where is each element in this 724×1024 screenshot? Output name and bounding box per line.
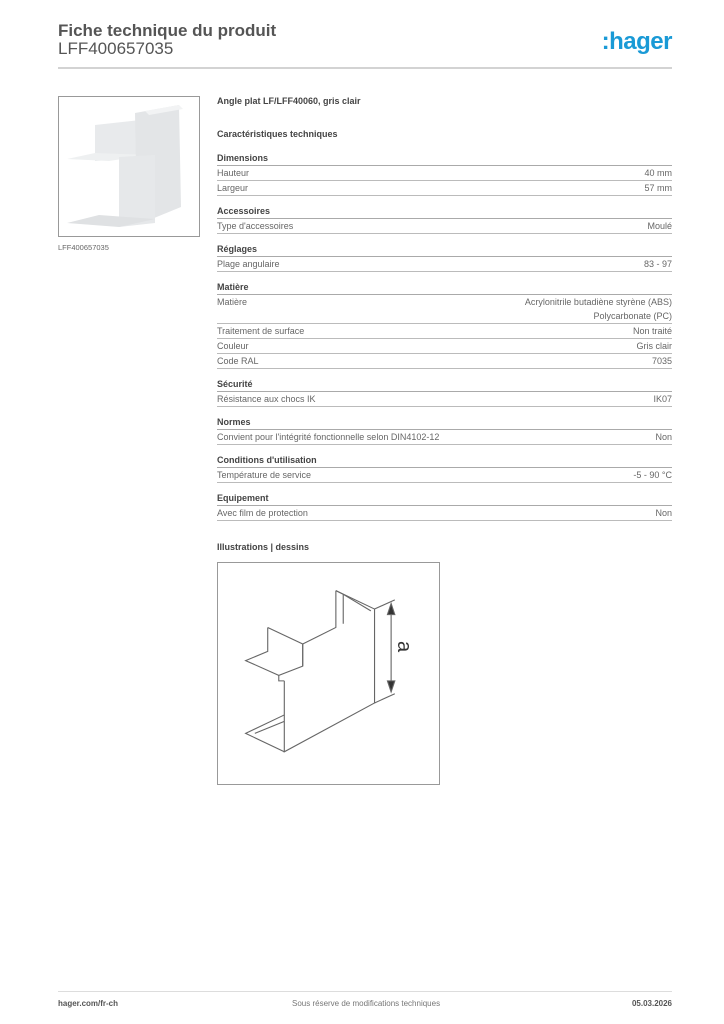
spec-row	[217, 354, 672, 369]
spec-row	[217, 430, 672, 445]
illustrations-title: Illustrations | dessins	[217, 542, 310, 552]
spec-row	[217, 506, 672, 521]
spec-group-title: Equipement	[217, 492, 672, 506]
spec-value-line: Non	[655, 508, 672, 518]
spec-label: Température de service	[217, 470, 312, 480]
spec-value-line: Non	[655, 432, 672, 442]
footer-website[interactable]: hager.com/fr-ch	[58, 999, 119, 1008]
spec-value-line: 40 mm	[644, 168, 672, 178]
product-name: Angle plat LF/LFF40060, gris clair	[217, 96, 361, 106]
spec-value-line: 7035	[651, 356, 672, 366]
spec-groups	[217, 152, 672, 521]
spec-group-title: Dimensions	[217, 152, 672, 166]
spec-label: Traitement de surface	[217, 326, 305, 336]
spec-label: Matière	[217, 297, 248, 307]
spec-label: Couleur	[217, 341, 249, 351]
footer-note: Sous réserve de modifications techniques	[292, 999, 441, 1008]
spec-group	[217, 492, 672, 521]
spec-row	[217, 166, 672, 181]
spec-label: Avec film de protection	[217, 508, 308, 518]
header-divider	[58, 67, 672, 69]
spec-row	[217, 339, 672, 354]
spec-label: Code RAL	[217, 356, 259, 366]
dimension-label-a: a	[393, 640, 416, 653]
spec-value-line: 57 mm	[644, 183, 672, 193]
spec-value	[633, 468, 672, 482]
spec-value-line: Gris clair	[636, 341, 672, 351]
spec-row	[217, 295, 672, 324]
spec-group-title: Conditions d'utilisation	[217, 454, 672, 468]
spec-value-line: Polycarbonate (PC)	[593, 311, 672, 321]
spec-row	[217, 257, 672, 272]
spec-group	[217, 378, 672, 407]
spec-group	[217, 152, 672, 196]
spec-label: Résistance aux chocs IK	[217, 394, 316, 404]
spec-group-title: Accessoires	[217, 205, 672, 219]
spec-value	[655, 430, 672, 444]
spec-group-title: Réglages	[217, 243, 672, 257]
photo-caption: LFF400657035	[58, 243, 109, 252]
footer-divider	[58, 991, 672, 992]
spec-row	[217, 468, 672, 483]
technical-drawing	[217, 562, 440, 785]
product-code: LFF400657035	[58, 39, 174, 58]
spec-label: Hauteur	[217, 168, 250, 178]
spec-value-line: Non traité	[632, 326, 672, 336]
product-photo	[58, 96, 200, 237]
spec-value	[644, 257, 672, 271]
spec-group	[217, 416, 672, 445]
page-title: Fiche technique du produit	[58, 21, 277, 40]
spec-value-line: -5 - 90 °C	[633, 470, 672, 480]
spec-value	[647, 219, 672, 233]
spec-row	[217, 324, 672, 339]
spec-label: Largeur	[217, 183, 249, 193]
spec-row	[217, 181, 672, 196]
spec-value	[525, 295, 672, 323]
spec-value	[655, 506, 672, 520]
spec-row	[217, 392, 672, 407]
spec-label: Plage angulaire	[217, 259, 280, 269]
spec-value	[652, 354, 672, 368]
spec-label: Type d'accessoires	[217, 221, 294, 231]
spec-value-line: IK07	[653, 394, 672, 404]
spec-value	[637, 339, 673, 353]
spec-group	[217, 454, 672, 483]
spec-group-title: Matière	[217, 281, 672, 295]
spec-group	[217, 243, 672, 272]
spec-row	[217, 219, 672, 234]
hager-logo: :hager	[601, 28, 672, 55]
specifications	[217, 96, 672, 521]
spec-value	[653, 392, 672, 406]
spec-group-title: Normes	[217, 416, 672, 430]
spec-value-line: Moulé	[647, 221, 672, 231]
spec-value	[644, 166, 672, 180]
footer-date: 05.03.2026	[631, 999, 672, 1008]
spec-value-line: 83 - 97	[643, 259, 672, 269]
specs-title: Caractéristiques techniques	[217, 129, 338, 139]
spec-value	[633, 324, 672, 338]
spec-group	[217, 281, 672, 369]
spec-label: Convient pour l'intégrité fonctionnelle selon DIN4102-12	[217, 432, 440, 442]
spec-group-title: Sécurité	[217, 378, 672, 392]
spec-group	[217, 205, 672, 234]
spec-value	[644, 181, 672, 195]
spec-value-line: Acrylonitrile butadiène styrène (ABS)	[524, 297, 672, 307]
